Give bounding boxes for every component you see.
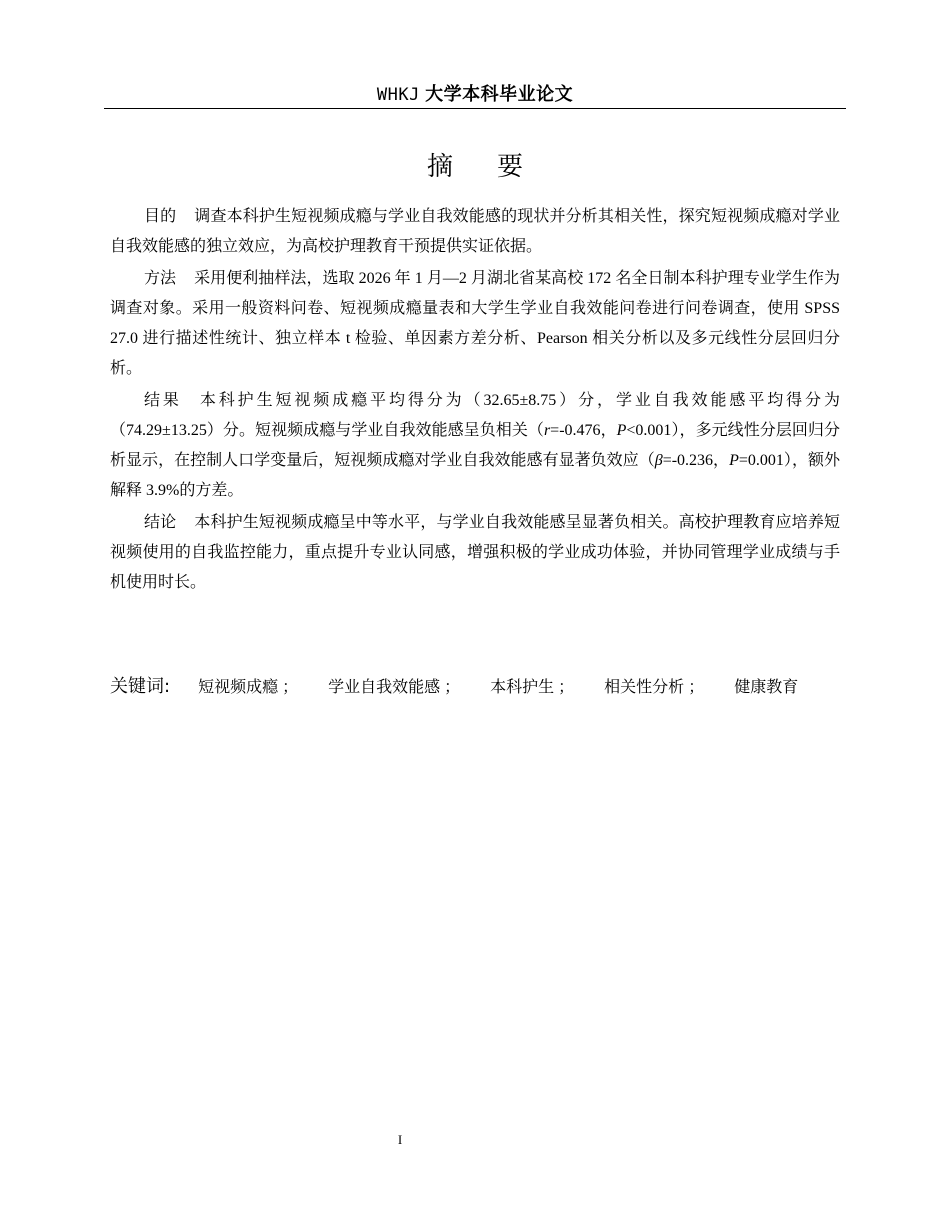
methods-paragraph [110,264,840,384]
objective-paragraph [110,202,840,262]
conclusion-text: 本科护生短视频成瘾呈中等水平，与学业自我效能感呈显著负相关。高校护理教育应培养短视频使用的自我监控能力，重点提升专业认同感，增强积极的学业成功体验，并协同管理学业成绩与手机使用时长。 [110,514,840,591]
keyword-separator: ； [688,679,705,696]
results-text-3: <0.001），多元线性分层回归分析显示，在控制人口学变量后，短视频成瘾对学业自我效能感有显著负效应（ [110,422,840,469]
keywords-label: 关键词: [110,676,171,697]
keyword-item: 本科护生 [490,679,555,696]
results-text-2: =-0.476， [550,422,617,439]
keyword-item: 健康教育 [734,679,799,696]
methods-label: 方法 [144,270,177,287]
keyword-item: 短视频成瘾 [198,679,279,696]
r-symbol: r [543,422,551,439]
results-text-5: =0.001），额外解释 3.9%的方差。 [110,452,840,499]
conclusion-label: 结论 [144,514,177,531]
page-number: I [397,1132,403,1147]
running-header [104,82,846,109]
header-title [377,84,573,105]
beta-symbol: β [654,452,663,469]
header-suffix: 大学本科毕业论文 [425,84,574,105]
methods-text: 采用便利抽样法，选取 2026 年 1 月—2 月湖北省某高校 172 名全日制本科护理专业学生作为调查对象。采用一般资料问卷、短视频成瘾量表和大学生学业自我效能问卷进行问卷调查，使用 SPSS 27.0 进行描述性统计、独立样本 t 检验、单因素方差分析、Pearson 相关分析以及多元线性分层回归分析。 [110,270,840,377]
keywords-line [110,672,802,703]
p-symbol-2: P [729,452,739,469]
p-symbol-1: P [616,422,627,439]
keyword-separator: ； [558,679,575,696]
keyword-separator: ； [444,679,461,696]
objective-label: 目的 [144,208,177,225]
keyword-item: 学业自我效能感 [328,679,441,696]
objective-text: 调查本科护生短视频成瘾与学业自我效能感的现状并分析其相关性，探究短视频成瘾对学业自我效能感的独立效应，为高校护理教育干预提供实证依据。 [110,208,840,255]
abstract-title: 摘要 [426,152,567,182]
header-prefix: WHKJ [376,85,420,105]
results-text-1: 本科护生短视频成瘾平均得分为（32.65±8.75）分，学业自我效能感平均得分为（74.29±13.25）分。短视频成瘾与学业自我效能感呈负相关（ [110,392,840,439]
results-paragraph [110,386,840,506]
results-label: 结果 [144,392,182,409]
keyword-item: 相关性分析 [604,679,685,696]
abstract-body [110,202,840,600]
conclusion-paragraph [110,508,840,598]
results-text-4: =-0.236， [662,452,730,469]
keyword-separator: ； [282,679,299,696]
